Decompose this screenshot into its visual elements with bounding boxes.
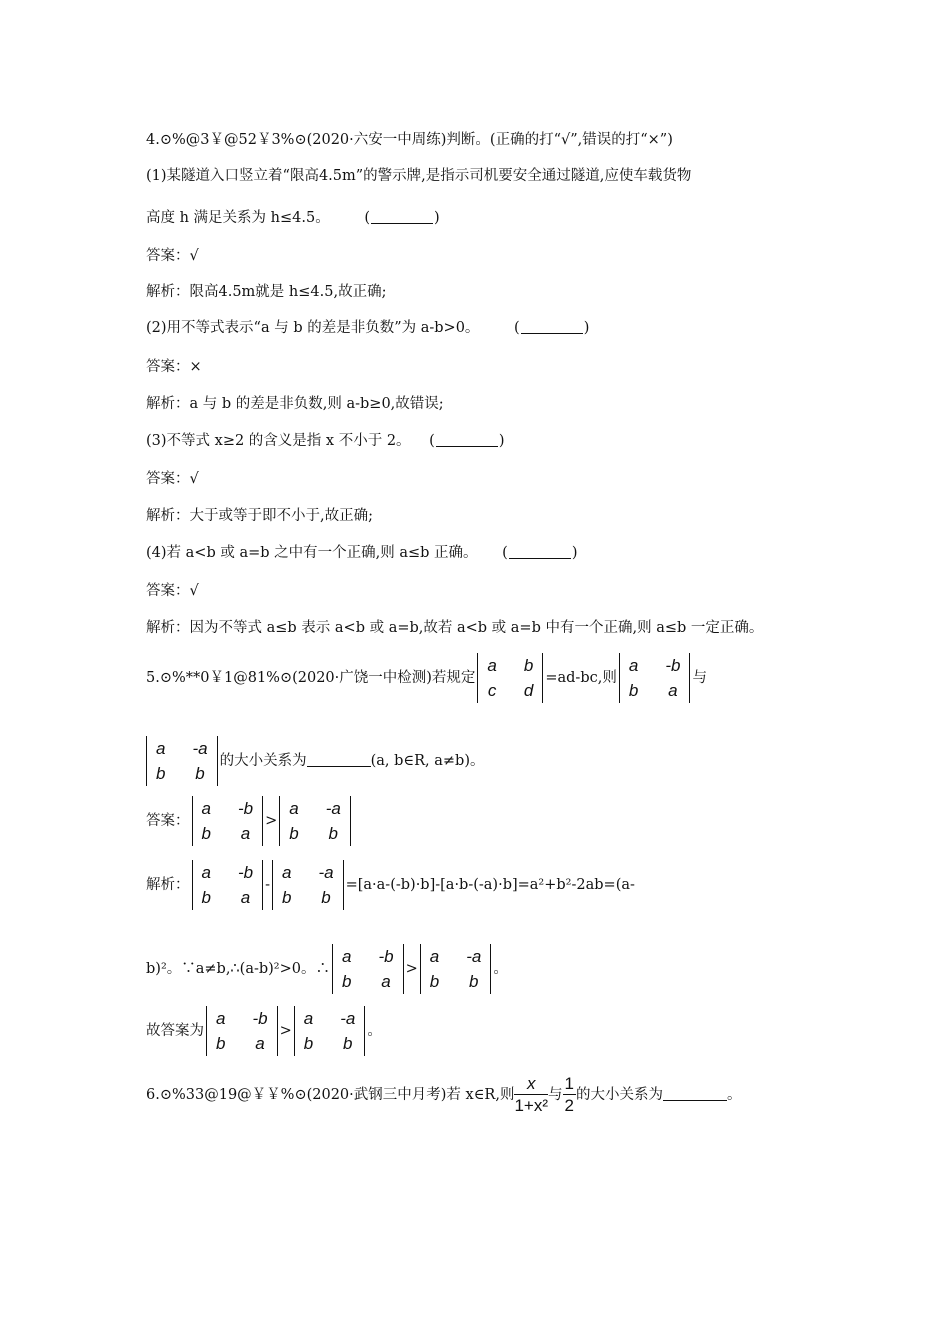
q4-explanation-4: 解析：因为不等式 a≤b 表示 a<b 或 a=b,故若 a<b 或 a=b 中有一个正确,则 a≤b 一定正确。 <box>146 620 764 636</box>
determinant-b: a -a b b <box>272 860 344 910</box>
q5-question-cont: a -a b b 的大小关系为 (a, b∈R, a≠b)。 <box>146 736 485 786</box>
q4-answer-1: 答案：√ <box>146 248 199 264</box>
q4-explanation-2: 解析：a 与 b 的差是非负数,则 a-b≥0,故错误; <box>146 396 444 412</box>
determinant-a: a -b b a <box>332 944 404 994</box>
determinant-b: a -a b b <box>146 736 218 786</box>
answer-blank[interactable] <box>509 544 571 559</box>
q5-answer: 答案： a -b b a > a -a b b <box>146 796 353 846</box>
q5-explanation-cont: b)²。∵a≠b,∴(a-b)²>0。∴ a -b b a > a -a b b 。 <box>146 944 508 994</box>
q4-part2-text: (2)用不等式表示“a 与 b 的差是非负数”为 a-b>0。 ( ) <box>146 320 590 336</box>
determinant-b: a -a b b <box>279 796 351 846</box>
q4-part1-text: (1)某隧道入口竖立着“限高4.5m”的警示牌,是指示司机要安全通过隧道,应使车载货物 <box>146 168 692 184</box>
determinant-b: a -a b b <box>420 944 492 994</box>
answer-blank[interactable] <box>436 432 498 447</box>
q5-explanation: 解析： a -b b a - a -a b b =[a·a-(-b)·b]-[a·b-(-a)·b]=a²+b²-2ab=(a- <box>146 860 635 910</box>
answer-blank[interactable] <box>307 752 371 767</box>
q4-explanation-1: 解析：限高4.5m就是 h≤4.5,故正确; <box>146 284 387 300</box>
determinant-a: a -b b a <box>206 1006 278 1056</box>
q4-part1-text-cont: 高度 h 满足关系为 h≤4.5。 ( ) <box>146 210 440 226</box>
determinant-a: a -b b a <box>192 860 264 910</box>
determinant-a: a -b b a <box>192 796 264 846</box>
q4-part4-text: (4)若 a<b 或 a=b 之中有一个正确,则 a≤b 正确。 ( ) <box>146 545 578 561</box>
fraction-x-over-1-plus-x2: $\frac{x}{\text{1+x²}}$ <box>514 1073 549 1115</box>
answer-blank[interactable] <box>371 209 433 224</box>
determinant-a: a -b b a <box>619 653 691 703</box>
q4-heading: 4.⊙%@3￥@52￥3%⊙(2020·六安一中周练)判断。(正确的打“√”,错误的打“×”) <box>146 132 673 148</box>
q5-final-answer: 故答案为 a -b b a > a -a b b 。 <box>146 1006 382 1056</box>
q4-answer-2: 答案：× <box>146 359 202 375</box>
q4-answer-4: 答案：√ <box>146 583 199 599</box>
answer-blank[interactable] <box>663 1086 727 1101</box>
q4-part1-condition: 高度 h 满足关系为 h≤4.5。 <box>146 210 330 226</box>
fraction-one-half: $\frac{1}{2}$ <box>564 1073 574 1115</box>
q4-explanation-3: 解析：大于或等于即不小于,故正确; <box>146 508 373 524</box>
answer-blank[interactable] <box>521 319 583 334</box>
q4-part3-text: (3)不等式 x≥2 的含义是指 x 不小于 2。 ( ) <box>146 433 505 449</box>
determinant-definition: a b c d <box>477 653 543 703</box>
determinant-b: a -a b b <box>294 1006 366 1056</box>
q5-heading: 5.⊙%**0￥1@81%⊙(2020·广饶一中检测)若规定 a b c d =ad-bc,则 a -b b a 与 <box>146 653 707 703</box>
q4-answer-3: 答案：√ <box>146 471 199 487</box>
q6-heading: 6.⊙%33@19@￥￥%⊙(2020·武钢三中月考)若 x∈R,则 $\frac{x}{\text{1+x²}}$ 与 $\frac{1}{2}$ 的大小关系为 。 <box>146 1073 742 1115</box>
